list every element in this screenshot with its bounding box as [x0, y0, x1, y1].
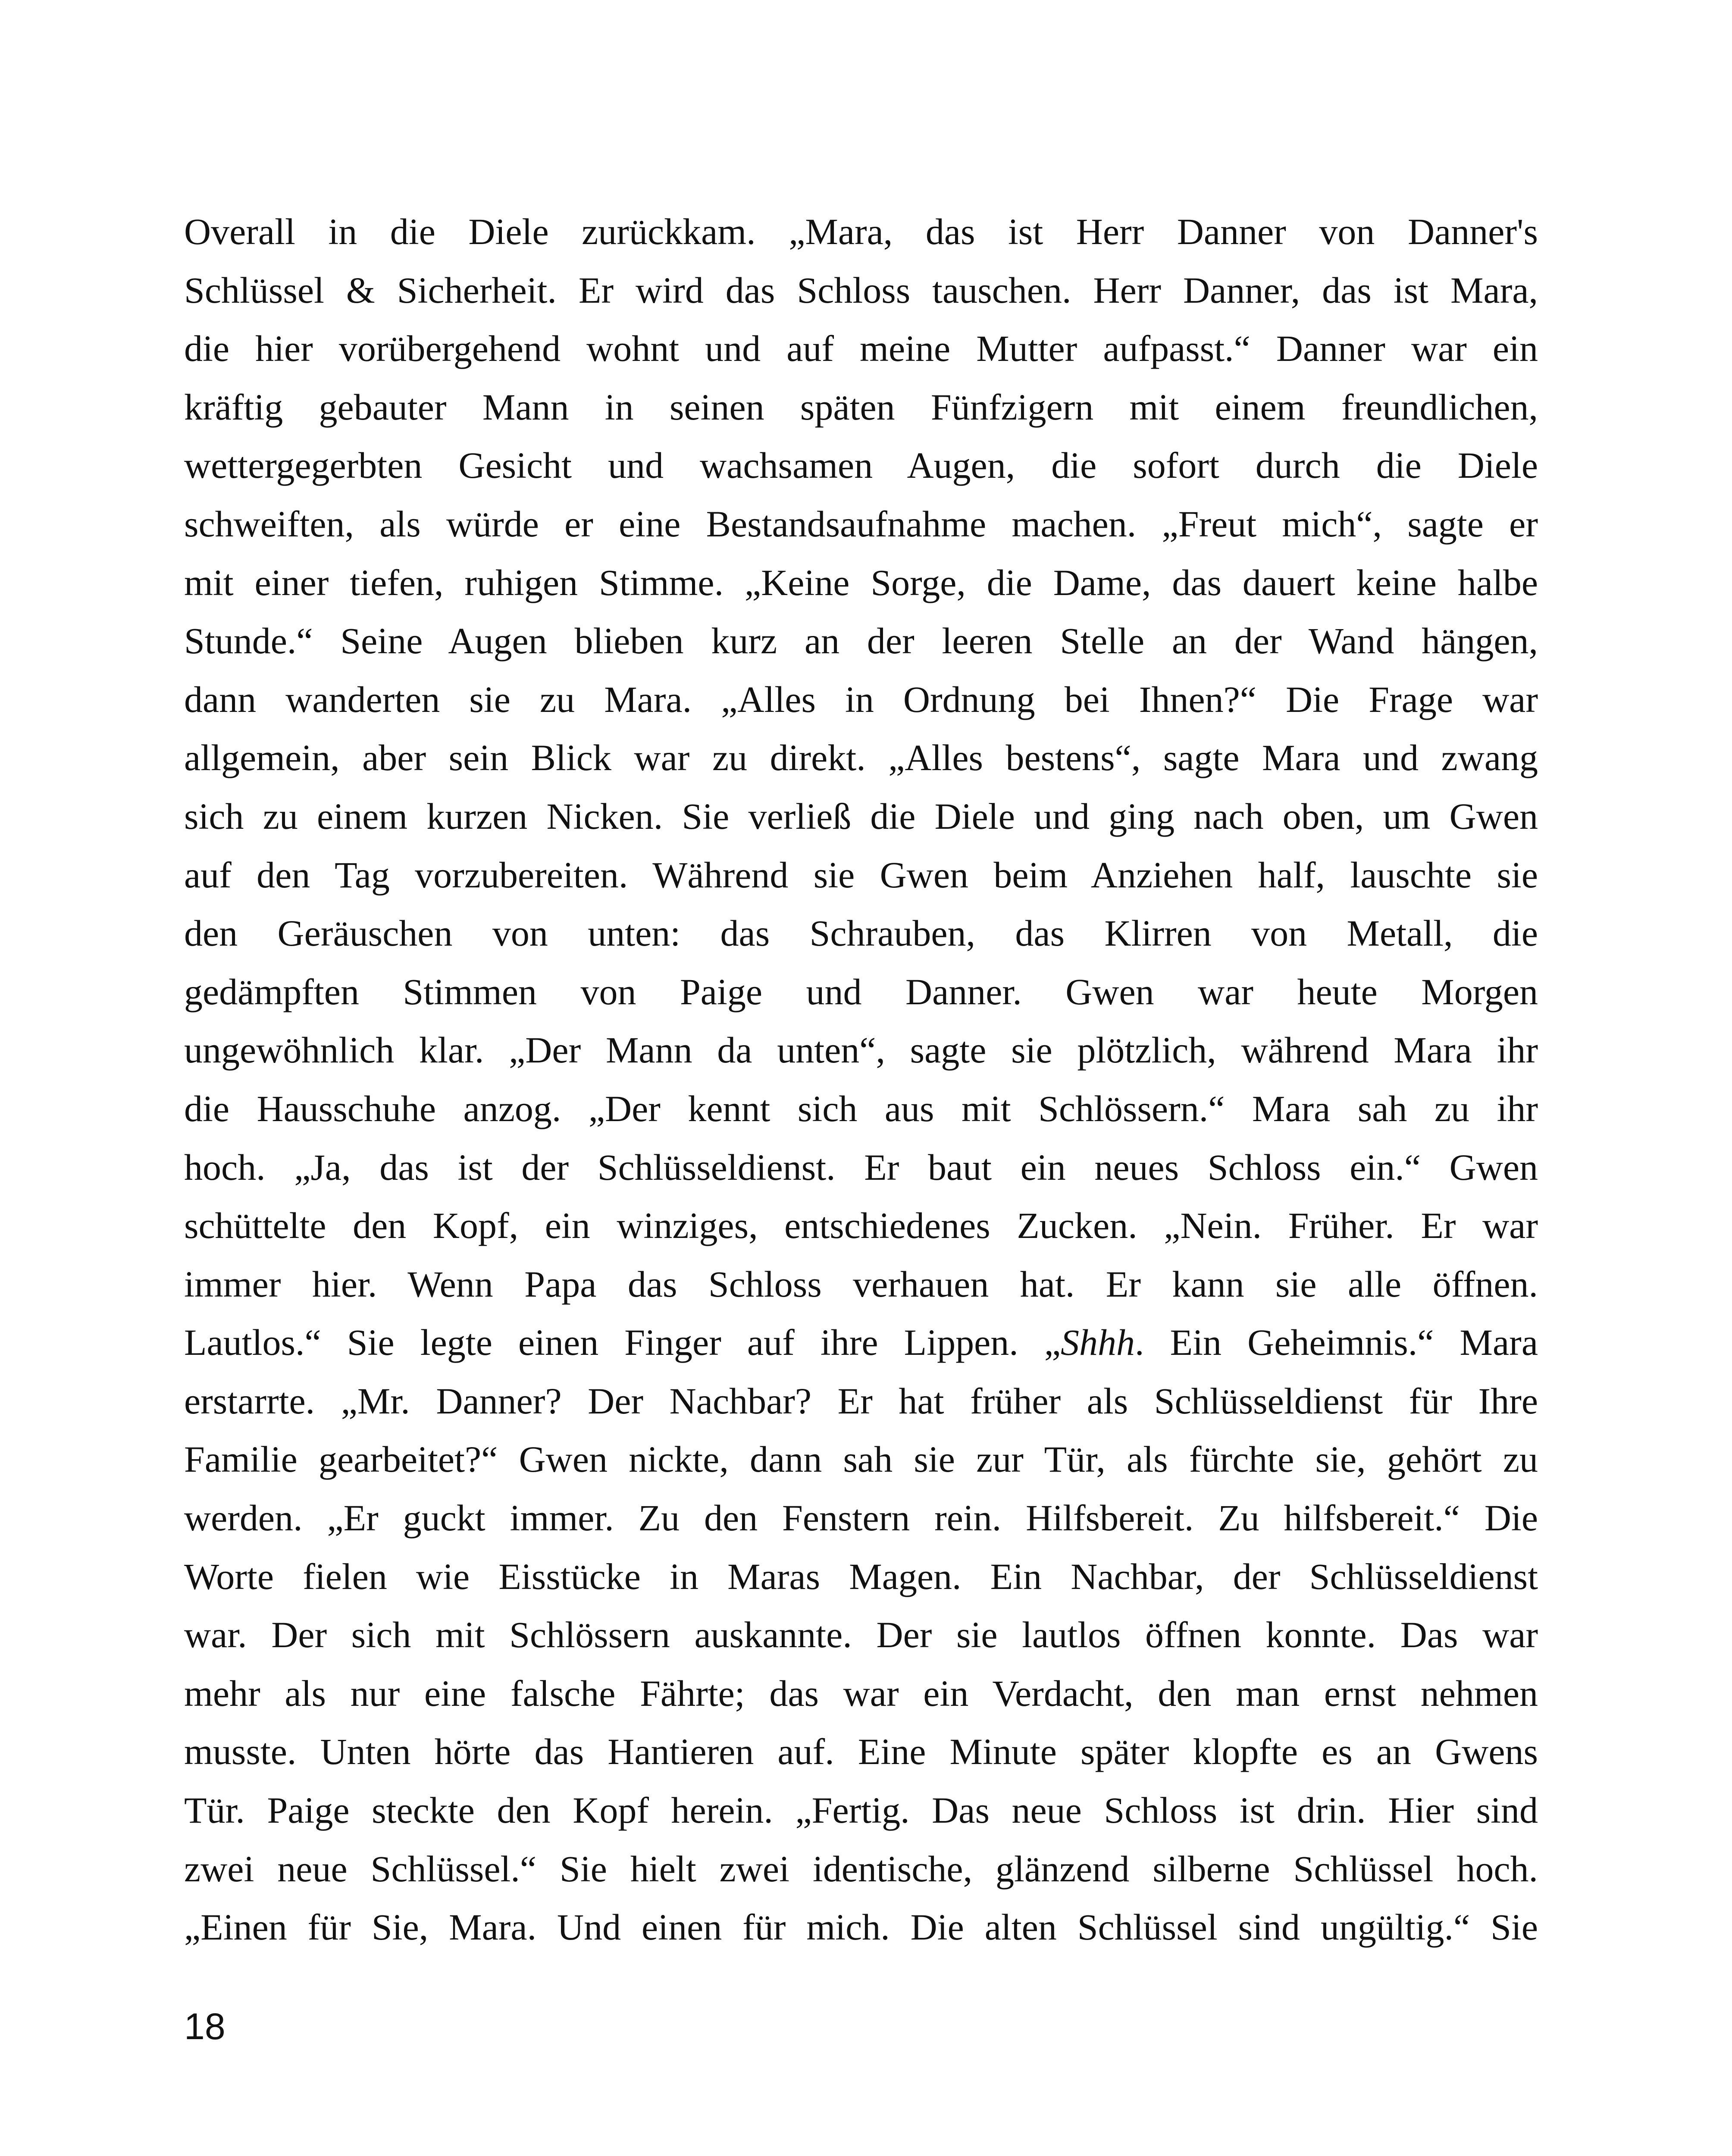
text-line: wettergegerbten Gesicht und wachsamen Augen, die sofort durch die Diele [184, 445, 1538, 486]
text-line: Familie gearbeitet?“ Gwen nickte, dann sah sie zur Tür, als fürchte sie, gehört zu [184, 1438, 1538, 1480]
text-segment: Lautlos.“ Sie legte einen Finger auf ihre Lippen. „ [184, 1322, 1061, 1363]
text-line: zwei neue Schlüssel.“ Sie hielt zwei identische, glänzend silberne Schlüssel hoch. [184, 1848, 1538, 1890]
text-line: hoch. „Ja, das ist der Schlüsseldienst. Er baut ein neues Schloss ein.“ Gwen [184, 1146, 1538, 1188]
text-line: die hier vorübergehend wohnt und auf meine Mutter aufpasst.“ Danner war ein [184, 328, 1538, 370]
text-line: Worte fielen wie Eisstücke in Maras Magen. Ein Nachbar, der Schlüsseldienst [184, 1555, 1538, 1597]
text-segment: . Ein Geheimnis.“ Mara [1135, 1322, 1538, 1363]
text-line: auf den Tag vorzubereiten. Während sie Gwen beim Anziehen half, lauschte sie [184, 854, 1538, 896]
text-line: Stunde.“ Seine Augen blieben kurz an der leeren Stelle an der Wand hängen, [184, 620, 1538, 662]
text-line: war. Der sich mit Schlössern auskannte. Der sie lautlos öffnen konnte. Das war [184, 1614, 1538, 1656]
text-line: allgemein, aber sein Blick war zu direkt. „Alles bestens“, sagte Mara und zwang [184, 737, 1538, 779]
text-line: musste. Unten hörte das Hantieren auf. Eine Minute später klopfte es an Gwens [184, 1731, 1538, 1773]
text-line: dann wanderten sie zu Mara. „Alles in Ordnung bei Ihnen?“ Die Frage war [184, 678, 1538, 720]
text-line: kräftig gebauter Mann in seinen späten Fünfzigern mit einem freundlichen, [184, 386, 1538, 428]
text-line: die Hausschuhe anzog. „Der kennt sich aus mit Schlössern.“ Mara sah zu ihr [184, 1087, 1538, 1129]
body-text [184, 203, 1538, 1957]
italic-text: Shhh [1061, 1322, 1135, 1363]
text-line: ungewöhnlich klar. „Der Mann da unten“, sagte sie plötzlich, während Mara ihr [184, 1029, 1538, 1071]
text-line: den Geräuschen von unten: das Schrauben, das Klirren von Metall, die [184, 912, 1538, 954]
text-line [184, 1313, 1538, 1372]
text-line: Schlüssel & Sicherheit. Er wird das Schloss tauschen. Herr Danner, das ist Mara, [184, 269, 1538, 311]
text-line: schweiften, als würde er eine Bestandsaufnahme machen. „Freut mich“, sagte er [184, 503, 1538, 545]
page-number: 18 [184, 2006, 226, 2047]
text-line: Overall in die Diele zurückkam. „Mara, das ist Herr Danner von Danner's [184, 211, 1538, 252]
text-line: mit einer tiefen, ruhigen Stimme. „Keine Sorge, die Dame, das dauert keine halbe [184, 561, 1538, 603]
text-line: werden. „Er guckt immer. Zu den Fenstern rein. Hilfsbereit. Zu hilfsbereit.“ Die [184, 1497, 1538, 1539]
text-line: erstarrte. „Mr. Danner? Der Nachbar? Er hat früher als Schlüsseldienst für Ihre [184, 1380, 1538, 1422]
text-line: immer hier. Wenn Papa das Schloss verhauen hat. Er kann sie alle öffnen. [184, 1263, 1538, 1305]
text-line: schüttelte den Kopf, ein winziges, entschiedenes Zucken. „Nein. Früher. Er war [184, 1205, 1538, 1247]
text-line: sich zu einem kurzen Nicken. Sie verließ die Diele und ging nach oben, um Gwen [184, 795, 1538, 837]
text-line: Tür. Paige steckte den Kopf herein. „Fertig. Das neue Schloss ist drin. Hier sind [184, 1789, 1538, 1831]
text-line: „Einen für Sie, Mara. Und einen für mich. Die alten Schlüssel sind ungültig.“ Sie [184, 1906, 1538, 1948]
text-line: mehr als nur eine falsche Fährte; das war ein Verdacht, den man ernst nehmen [184, 1672, 1538, 1714]
text-line: gedämpften Stimmen von Paige und Danner. Gwen war heute Morgen [184, 971, 1538, 1012]
